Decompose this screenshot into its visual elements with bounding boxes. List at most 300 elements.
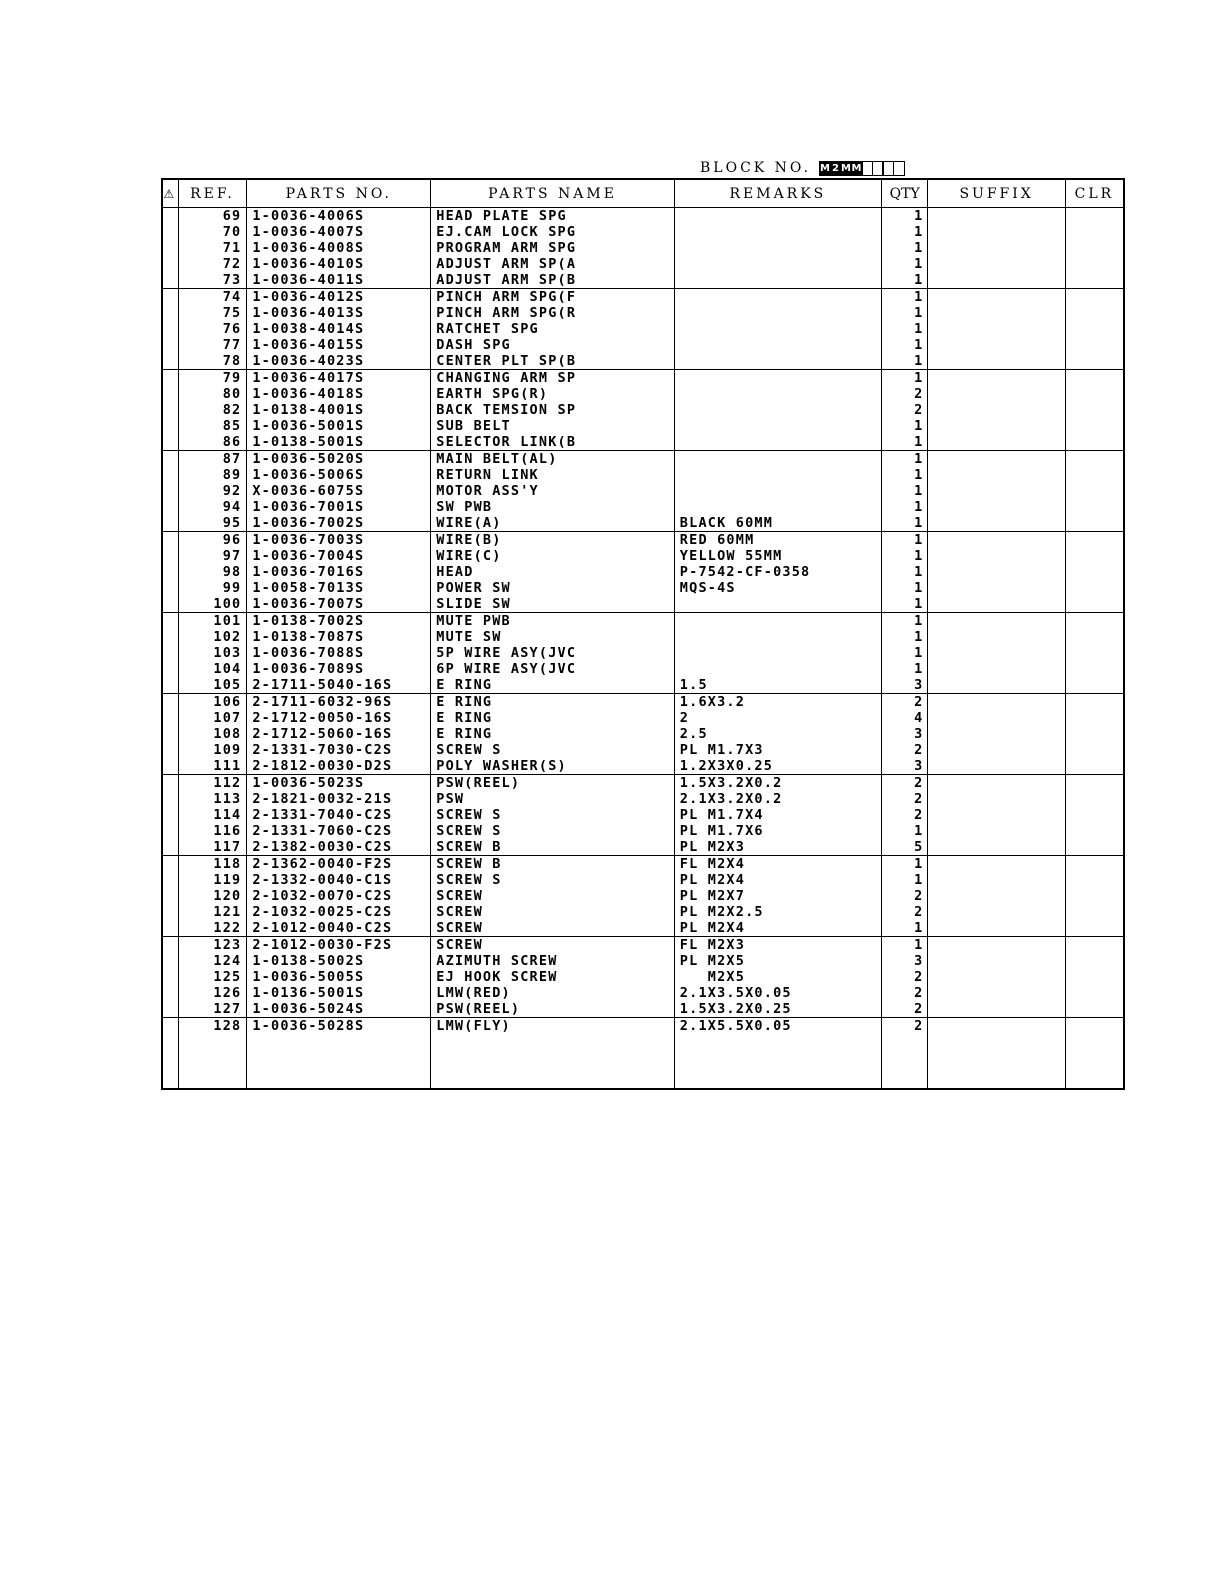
qty-cell: 1 — [881, 240, 927, 256]
ref-cell: 71 — [178, 240, 247, 256]
parts-name-cell: POWER SW — [431, 580, 675, 596]
warning-cell — [162, 872, 178, 888]
clr-cell — [1065, 937, 1124, 954]
suffix-cell — [928, 839, 1065, 856]
qty-cell: 1 — [881, 305, 927, 321]
ref-cell: 94 — [178, 499, 247, 515]
ref-cell: 82 — [178, 402, 247, 418]
table-row — [162, 953, 1124, 969]
suffix-cell — [928, 872, 1065, 888]
suffix-cell — [928, 823, 1065, 839]
remarks-cell — [674, 499, 881, 515]
warning-cell — [162, 240, 178, 256]
suffix-cell — [928, 888, 1065, 904]
qty-cell: 2 — [881, 402, 927, 418]
block-number-box — [893, 161, 905, 176]
ref-cell: 97 — [178, 548, 247, 564]
warning-cell — [162, 596, 178, 613]
parts-name-cell: LMW(FLY) — [431, 1018, 675, 1035]
warning-cell — [162, 272, 178, 289]
ref-cell: 70 — [178, 224, 247, 240]
table-row — [162, 677, 1124, 694]
ref-cell: 86 — [178, 434, 247, 451]
parts-no-cell: 1-0036-5006S — [247, 467, 431, 483]
ref-cell: 72 — [178, 256, 247, 272]
table-row — [162, 483, 1124, 499]
clr-cell — [1065, 823, 1124, 839]
warning-cell — [162, 1018, 178, 1035]
remarks-cell — [674, 483, 881, 499]
qty-cell: 1 — [881, 920, 927, 937]
parts-no-cell: 2-1711-6032-96S — [247, 694, 431, 711]
parts-name-cell: 5P WIRE ASY(JVC — [431, 645, 675, 661]
parts-no-cell: 2-1331-7030-C2S — [247, 742, 431, 758]
table-row — [162, 839, 1124, 856]
warning-cell — [162, 904, 178, 920]
warning-cell — [162, 694, 178, 711]
clr-cell — [1065, 758, 1124, 775]
parts-no-cell: 1-0036-4023S — [247, 353, 431, 370]
parts-name-cell: E RING — [431, 694, 675, 711]
ref-cell: 118 — [178, 856, 247, 873]
warning-cell — [162, 791, 178, 807]
remarks-cell: 1.5X3.2X0.25 — [674, 1001, 881, 1018]
qty-cell: 1 — [881, 272, 927, 289]
ref-cell: 77 — [178, 337, 247, 353]
table-row — [162, 515, 1124, 532]
parts-name-cell: E RING — [431, 726, 675, 742]
parts-no-cell: 1-0036-4017S — [247, 370, 431, 387]
warning-cell — [162, 775, 178, 792]
parts-no-cell: 1-0036-7007S — [247, 596, 431, 613]
ref-cell: 116 — [178, 823, 247, 839]
parts-name-cell: E RING — [431, 677, 675, 694]
parts-name-cell: PSW — [431, 791, 675, 807]
empty-cell — [674, 1034, 881, 1089]
warning-cell — [162, 888, 178, 904]
suffix-cell — [928, 305, 1065, 321]
parts-no-cell: 2-1331-7040-C2S — [247, 807, 431, 823]
clr-cell — [1065, 272, 1124, 289]
empty-cell — [178, 1034, 247, 1089]
qty-cell: 1 — [881, 596, 927, 613]
suffix-cell — [928, 694, 1065, 711]
suffix-cell — [928, 467, 1065, 483]
ref-cell: 105 — [178, 677, 247, 694]
remarks-cell — [674, 467, 881, 483]
remarks-cell: 2 — [674, 710, 881, 726]
qty-cell: 2 — [881, 742, 927, 758]
remarks-cell: FL M2X4 — [674, 856, 881, 873]
warning-cell — [162, 289, 178, 306]
parts-name-cell: HEAD PLATE SPG — [431, 208, 675, 225]
warning-cell — [162, 758, 178, 775]
parts-no-cell: 2-1712-5060-16S — [247, 726, 431, 742]
empty-cell — [247, 1034, 431, 1089]
parts-name-column-header: PARTS NAME — [431, 179, 675, 208]
ref-cell: 87 — [178, 451, 247, 468]
suffix-cell — [928, 645, 1065, 661]
suffix-cell — [928, 515, 1065, 532]
parts-name-cell: AZIMUTH SCREW — [431, 953, 675, 969]
warning-cell — [162, 742, 178, 758]
clr-cell — [1065, 742, 1124, 758]
parts-no-cell: 1-0036-7089S — [247, 661, 431, 677]
remarks-cell — [674, 305, 881, 321]
warning-cell — [162, 532, 178, 549]
parts-name-cell: SELECTOR LINK(B — [431, 434, 675, 451]
parts-name-cell: SCREW S — [431, 742, 675, 758]
parts-no-cell: 1-0138-7087S — [247, 629, 431, 645]
suffix-cell — [928, 661, 1065, 677]
qty-cell: 1 — [881, 289, 927, 306]
remarks-cell — [674, 321, 881, 337]
parts-name-cell: CHANGING ARM SP — [431, 370, 675, 387]
qty-cell: 3 — [881, 953, 927, 969]
qty-cell: 2 — [881, 1001, 927, 1018]
clr-cell — [1065, 337, 1124, 353]
suffix-cell — [928, 758, 1065, 775]
parts-name-cell: HEAD — [431, 564, 675, 580]
suffix-cell — [928, 386, 1065, 402]
ref-cell: 121 — [178, 904, 247, 920]
qty-cell: 1 — [881, 434, 927, 451]
ref-cell: 69 — [178, 208, 247, 225]
parts-name-cell: SCREW S — [431, 872, 675, 888]
qty-cell: 3 — [881, 758, 927, 775]
table-row — [162, 580, 1124, 596]
qty-cell: 2 — [881, 969, 927, 985]
qty-cell: 5 — [881, 839, 927, 856]
qty-cell: 1 — [881, 451, 927, 468]
remarks-cell — [674, 272, 881, 289]
empty-cell — [431, 1034, 675, 1089]
ref-cell: 103 — [178, 645, 247, 661]
clr-cell — [1065, 370, 1124, 387]
qty-cell: 1 — [881, 823, 927, 839]
warning-cell — [162, 224, 178, 240]
clr-cell — [1065, 418, 1124, 434]
clr-cell — [1065, 386, 1124, 402]
clr-cell — [1065, 694, 1124, 711]
parts-name-cell: E RING — [431, 710, 675, 726]
clr-cell — [1065, 321, 1124, 337]
table-row — [162, 256, 1124, 272]
empty-cell — [162, 1034, 178, 1089]
qty-cell: 1 — [881, 370, 927, 387]
table-row — [162, 402, 1124, 418]
warning-cell — [162, 726, 178, 742]
suffix-cell — [928, 920, 1065, 937]
suffix-cell — [928, 985, 1065, 1001]
empty-cell — [928, 1034, 1065, 1089]
remarks-column-header: REMARKS — [674, 179, 881, 208]
remarks-cell: FL M2X3 — [674, 937, 881, 954]
parts-no-cell: 1-0036-7002S — [247, 515, 431, 532]
suffix-cell — [928, 613, 1065, 630]
parts-no-cell: 1-0036-7088S — [247, 645, 431, 661]
ref-cell: 111 — [178, 758, 247, 775]
table-row — [162, 467, 1124, 483]
parts-no-cell: 1-0136-5001S — [247, 985, 431, 1001]
suffix-cell — [928, 224, 1065, 240]
remarks-cell: PL M2X4 — [674, 920, 881, 937]
parts-no-cell: 1-0036-7004S — [247, 548, 431, 564]
parts-no-cell: 2-1332-0040-C1S — [247, 872, 431, 888]
warning-cell — [162, 645, 178, 661]
parts-no-cell: 1-0036-4013S — [247, 305, 431, 321]
suffix-cell — [928, 353, 1065, 370]
table-row — [162, 775, 1124, 792]
parts-name-cell: SCREW — [431, 920, 675, 937]
clr-cell — [1065, 499, 1124, 515]
parts-no-cell: 1-0036-5001S — [247, 418, 431, 434]
qty-cell: 1 — [881, 872, 927, 888]
warning-cell — [162, 710, 178, 726]
block-number-label: BLOCK NO. — [700, 160, 812, 176]
warning-cell — [162, 564, 178, 580]
parts-no-cell: 2-1821-0032-21S — [247, 791, 431, 807]
ref-cell: 112 — [178, 775, 247, 792]
parts-no-cell: 2-1032-0025-C2S — [247, 904, 431, 920]
ref-cell: 80 — [178, 386, 247, 402]
parts-name-cell: PSW(REEL) — [431, 775, 675, 792]
warning-cell — [162, 402, 178, 418]
clr-cell — [1065, 256, 1124, 272]
remarks-cell — [674, 289, 881, 306]
parts-no-cell: 1-0036-5028S — [247, 1018, 431, 1035]
table-row — [162, 661, 1124, 677]
clr-cell — [1065, 807, 1124, 823]
parts-no-cell: 2-1331-7060-C2S — [247, 823, 431, 839]
parts-no-cell: 1-0036-5024S — [247, 1001, 431, 1018]
ref-cell: 95 — [178, 515, 247, 532]
clr-cell — [1065, 451, 1124, 468]
ref-cell: 79 — [178, 370, 247, 387]
table-row — [162, 726, 1124, 742]
qty-cell: 1 — [881, 856, 927, 873]
parts-name-cell: RETURN LINK — [431, 467, 675, 483]
table-row — [162, 807, 1124, 823]
suffix-cell — [928, 289, 1065, 306]
warning-cell — [162, 208, 178, 225]
suffix-cell — [928, 548, 1065, 564]
remarks-cell — [674, 224, 881, 240]
remarks-cell: 1.5X3.2X0.2 — [674, 775, 881, 792]
qty-cell: 2 — [881, 694, 927, 711]
ref-cell: 113 — [178, 791, 247, 807]
parts-name-cell: SW PWB — [431, 499, 675, 515]
clr-cell — [1065, 224, 1124, 240]
clr-column-header: CLR — [1065, 179, 1124, 208]
qty-cell: 1 — [881, 337, 927, 353]
ref-cell: 128 — [178, 1018, 247, 1035]
remarks-cell — [674, 613, 881, 630]
suffix-cell — [928, 677, 1065, 694]
qty-cell: 1 — [881, 224, 927, 240]
warning-cell — [162, 629, 178, 645]
parts-no-cell: 1-0138-5002S — [247, 953, 431, 969]
suffix-cell — [928, 791, 1065, 807]
warning-cell — [162, 499, 178, 515]
qty-cell: 2 — [881, 775, 927, 792]
parts-no-cell: 1-0138-4001S — [247, 402, 431, 418]
qty-cell: 1 — [881, 467, 927, 483]
parts-name-cell: SCREW B — [431, 839, 675, 856]
clr-cell — [1065, 467, 1124, 483]
remarks-cell: P-7542-CF-0358 — [674, 564, 881, 580]
qty-cell: 1 — [881, 532, 927, 549]
clr-cell — [1065, 888, 1124, 904]
remarks-cell — [674, 402, 881, 418]
suffix-cell — [928, 937, 1065, 954]
parts-name-cell: WIRE(B) — [431, 532, 675, 549]
qty-cell: 1 — [881, 580, 927, 596]
parts-no-cell: 1-0038-4014S — [247, 321, 431, 337]
parts-name-cell: SCREW — [431, 904, 675, 920]
warning-cell — [162, 370, 178, 387]
parts-name-cell: SCREW S — [431, 823, 675, 839]
qty-cell: 2 — [881, 791, 927, 807]
warning-cell — [162, 256, 178, 272]
warning-cell — [162, 823, 178, 839]
parts-no-cell: 2-1012-0040-C2S — [247, 920, 431, 937]
parts-name-cell: EARTH SPG(R) — [431, 386, 675, 402]
warning-cell — [162, 969, 178, 985]
warning-cell — [162, 677, 178, 694]
qty-cell: 2 — [881, 386, 927, 402]
remarks-cell — [674, 240, 881, 256]
qty-cell: 2 — [881, 904, 927, 920]
parts-name-cell: CENTER PLT SP(B — [431, 353, 675, 370]
suffix-cell — [928, 564, 1065, 580]
suffix-cell — [928, 434, 1065, 451]
warning-cell — [162, 515, 178, 532]
parts-name-cell: SCREW B — [431, 856, 675, 873]
remarks-cell: 1.2X3X0.25 — [674, 758, 881, 775]
ref-cell: 119 — [178, 872, 247, 888]
remarks-cell: YELLOW 55MM — [674, 548, 881, 564]
remarks-cell: 1.6X3.2 — [674, 694, 881, 711]
ref-cell: 123 — [178, 937, 247, 954]
ref-cell: 106 — [178, 694, 247, 711]
ref-cell: 108 — [178, 726, 247, 742]
warning-cell — [162, 920, 178, 937]
table-row — [162, 742, 1124, 758]
table-row — [162, 791, 1124, 807]
ref-cell: 74 — [178, 289, 247, 306]
parts-table-body — [162, 208, 1124, 1090]
suffix-cell — [928, 483, 1065, 499]
ref-cell: 114 — [178, 807, 247, 823]
block-number-box: M — [820, 162, 830, 174]
suffix-cell — [928, 953, 1065, 969]
clr-cell — [1065, 402, 1124, 418]
clr-cell — [1065, 726, 1124, 742]
qty-cell: 1 — [881, 321, 927, 337]
remarks-cell — [674, 451, 881, 468]
remarks-cell: PL M1.7X3 — [674, 742, 881, 758]
clr-cell — [1065, 353, 1124, 370]
ref-cell: 96 — [178, 532, 247, 549]
table-row — [162, 1001, 1124, 1018]
table-row — [162, 710, 1124, 726]
suffix-cell — [928, 856, 1065, 873]
parts-name-cell: SCREW — [431, 937, 675, 954]
parts-name-cell: PINCH ARM SPG(R — [431, 305, 675, 321]
parts-name-cell: WIRE(C) — [431, 548, 675, 564]
parts-no-cell: 1-0036-7001S — [247, 499, 431, 515]
qty-cell: 4 — [881, 710, 927, 726]
table-row — [162, 224, 1124, 240]
table-row — [162, 596, 1124, 613]
ref-cell: 125 — [178, 969, 247, 985]
remarks-cell: MQS-4S — [674, 580, 881, 596]
parts-name-cell: MAIN BELT(AL) — [431, 451, 675, 468]
warning-cell — [162, 467, 178, 483]
suffix-cell — [928, 370, 1065, 387]
empty-cell — [1065, 1034, 1124, 1089]
qty-column-header: QTY — [881, 179, 927, 208]
qty-cell: 1 — [881, 483, 927, 499]
remarks-cell — [674, 645, 881, 661]
clr-cell — [1065, 920, 1124, 937]
parts-name-cell: BACK TEMSION SP — [431, 402, 675, 418]
parts-no-cell: X-0036-6075S — [247, 483, 431, 499]
remarks-cell — [674, 256, 881, 272]
clr-cell — [1065, 483, 1124, 499]
warning-cell — [162, 953, 178, 969]
table-row — [162, 208, 1124, 225]
table-row — [162, 613, 1124, 630]
warning-cell — [162, 337, 178, 353]
parts-name-cell: SCREW — [431, 888, 675, 904]
table-row — [162, 353, 1124, 370]
table-row — [162, 920, 1124, 937]
remarks-cell: 2.1X3.2X0.2 — [674, 791, 881, 807]
ref-cell: 100 — [178, 596, 247, 613]
parts-name-cell: WIRE(A) — [431, 515, 675, 532]
ref-cell: 99 — [178, 580, 247, 596]
table-row — [162, 872, 1124, 888]
ref-cell: 122 — [178, 920, 247, 937]
clr-cell — [1065, 791, 1124, 807]
block-number-boxes — [821, 161, 905, 176]
clr-cell — [1065, 289, 1124, 306]
table-row — [162, 823, 1124, 839]
clr-cell — [1065, 580, 1124, 596]
table-filler-row — [162, 1034, 1124, 1089]
parts-name-cell: LMW(RED) — [431, 985, 675, 1001]
warning-cell — [162, 353, 178, 370]
remarks-cell: PL M2X5 — [674, 953, 881, 969]
warning-cell — [162, 1001, 178, 1018]
warning-cell — [162, 548, 178, 564]
remarks-cell: PL M2X3 — [674, 839, 881, 856]
clr-cell — [1065, 548, 1124, 564]
clr-cell — [1065, 839, 1124, 856]
suffix-cell — [928, 596, 1065, 613]
ref-cell: 101 — [178, 613, 247, 630]
parts-no-cell: 1-0036-4018S — [247, 386, 431, 402]
remarks-cell: PL M1.7X6 — [674, 823, 881, 839]
parts-name-cell: PSW(REEL) — [431, 1001, 675, 1018]
parts-no-cell: 2-1032-0070-C2S — [247, 888, 431, 904]
remarks-cell — [674, 661, 881, 677]
suffix-cell — [928, 337, 1065, 353]
table-row — [162, 548, 1124, 564]
remarks-cell — [674, 596, 881, 613]
